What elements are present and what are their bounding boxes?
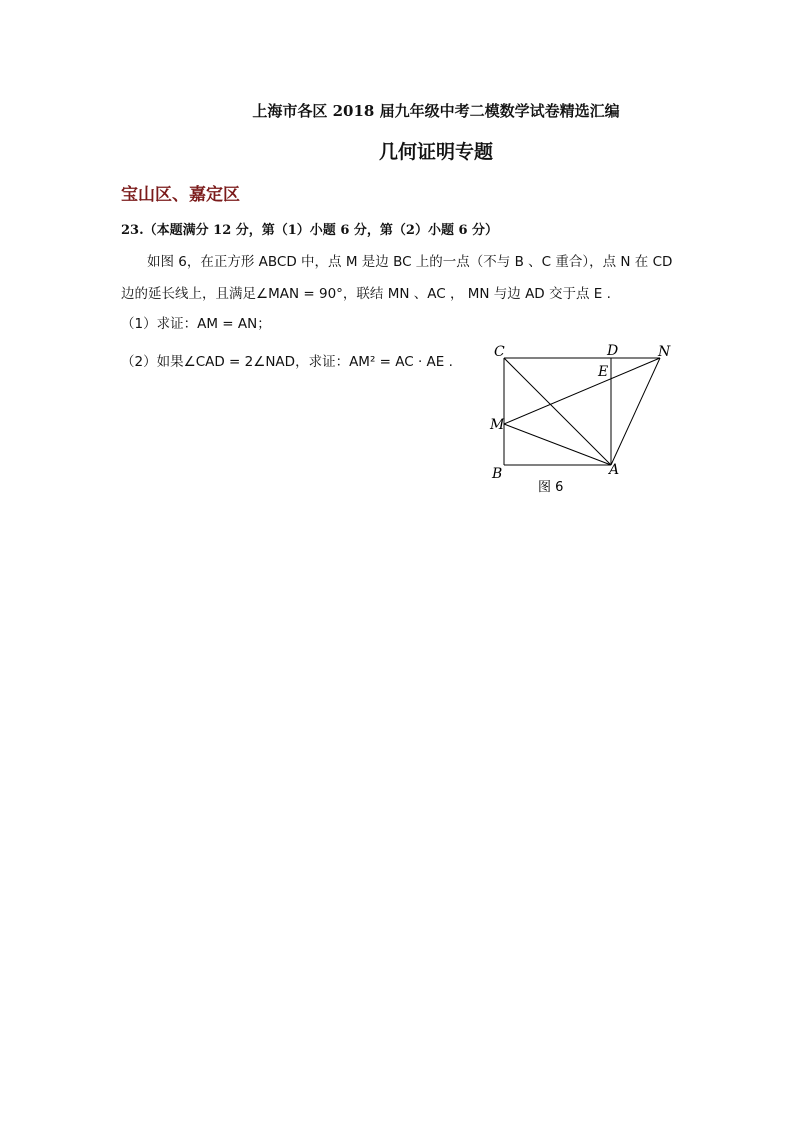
label-M: M	[490, 417, 505, 433]
question-heading: 23.（本题满分 12 分，第（1）小题 6 分，第（2）小题 6 分）	[121, 223, 499, 238]
label-A: A	[609, 462, 620, 478]
label-B: B	[492, 466, 503, 482]
collection-title: 上海市各区 2018 届九年级中考二模数学试卷精选汇编	[252, 102, 620, 120]
segment-MN	[504, 358, 660, 424]
question-text-line2: 边的延长线上，且满足∠MAN = 90°，联结 MN 、AC ， MN 与边 AD 交于点 E .	[121, 286, 611, 302]
district-heading: 宝山区、嘉定区	[121, 185, 240, 205]
geometry-figure-6	[488, 340, 678, 500]
segment-NA	[611, 358, 660, 465]
question-text-line1: 如图 6，在正方形 ABCD 中，点 M 是边 BC 上的一点（不与 B 、C 重合），点 N 在 CD	[147, 254, 673, 270]
label-E: E	[598, 364, 609, 380]
label-C: C	[494, 344, 505, 360]
figure-caption: 图 6	[538, 480, 564, 495]
question-part1: （1）求证：AM = AN；	[121, 316, 271, 332]
label-D: D	[607, 343, 619, 359]
segment-MA	[504, 424, 611, 465]
question-part2: （2）如果∠CAD = 2∠NAD，求证：AM² = AC · AE .	[121, 354, 453, 370]
figure-lines	[504, 358, 660, 465]
topic-title: 几何证明专题	[378, 141, 493, 163]
label-N: N	[658, 344, 671, 360]
segment-CA	[504, 358, 611, 465]
